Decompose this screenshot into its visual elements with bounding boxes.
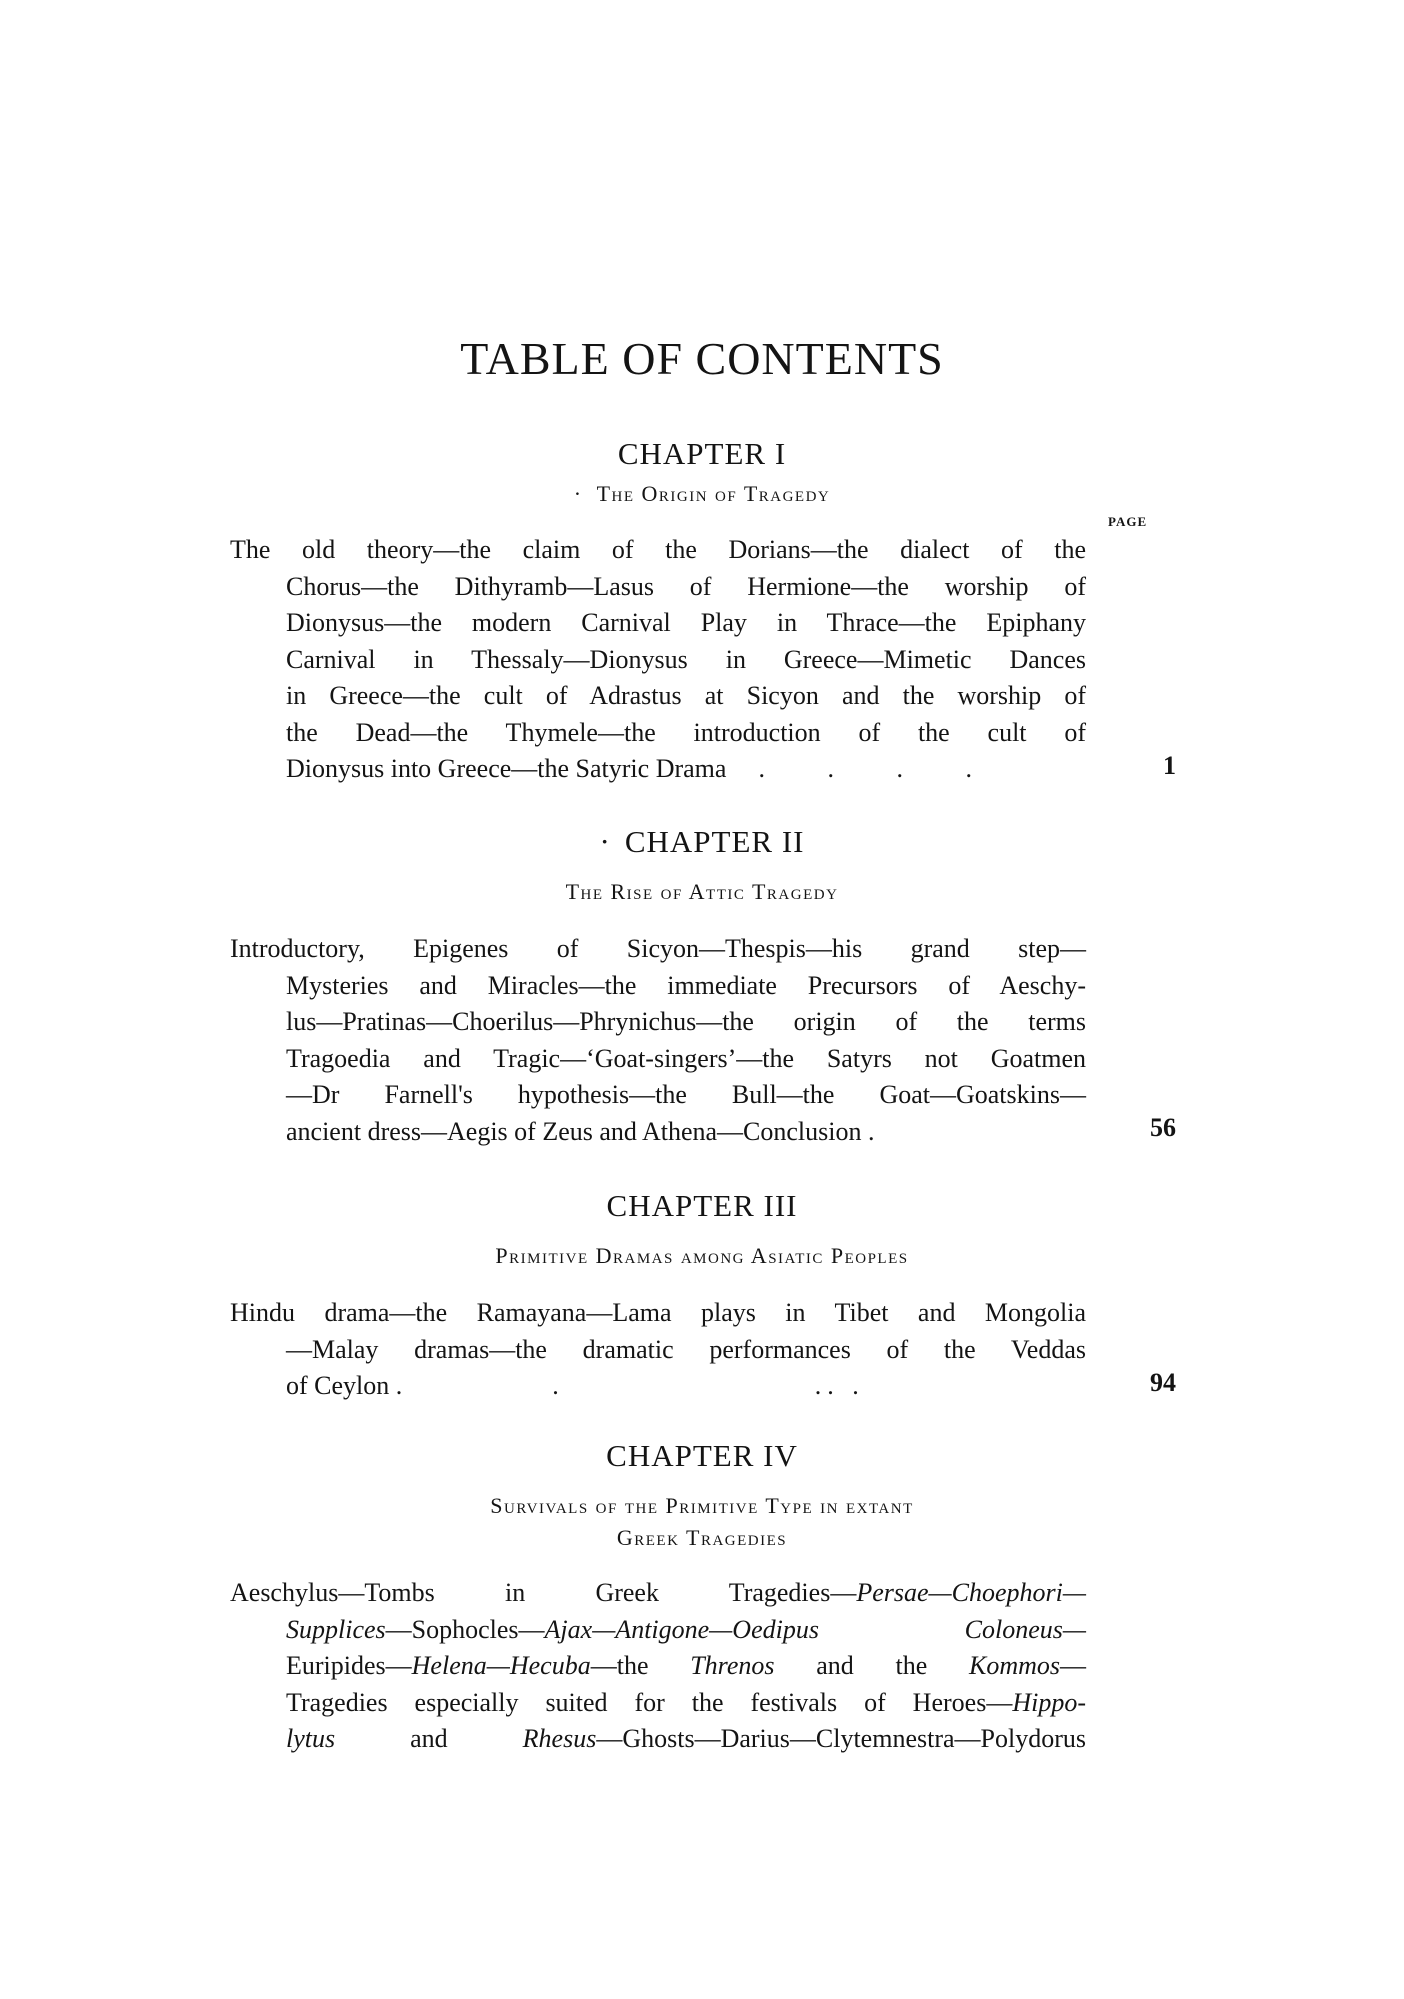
chapter-2-marker: ·	[599, 824, 611, 859]
summary-line: lus—Pratinas—Choerilus—Phrynichus—the origin of the terms	[286, 1007, 1086, 1036]
summary-line: the Dead—the Thymele—the introduction of the cult of	[286, 717, 1086, 747]
dot-leader: . . . .	[758, 754, 1000, 783]
work-title: Ajax—Antigone—Oedipus Coloneus—	[544, 1614, 1086, 1644]
summary-line: Carnival in Thessaly—Dionysus in Greece—Mimetic Dances	[286, 644, 1086, 674]
chapter-4-subtitle	[0, 1490, 1404, 1554]
summary-text: and the	[774, 1651, 969, 1680]
summary-line: Chorus—the Dithyramb—Lasus of Hermione—the worship of	[286, 571, 1086, 601]
summary-line	[230, 751, 1086, 788]
summary-line: Tragoedia and Tragic—‘Goat-singers’—the Satyrs not Goatmen	[286, 1043, 1086, 1073]
summary-line: in Greece—the cult of Adrastus at Sicyon and the worship of	[286, 681, 1086, 710]
page-title: TABLE OF CONTENTS	[460, 333, 944, 384]
chapter-3-summary	[230, 1295, 1086, 1405]
summary-line	[230, 1575, 1086, 1612]
summary-line	[230, 1685, 1086, 1722]
work-title: Threnos	[690, 1651, 775, 1680]
chapter-2-subtitle: The Rise of Attic Tragedy	[565, 879, 839, 904]
work-title: Hippo-	[1012, 1687, 1086, 1717]
summary-line: The old theory—the claim of the Dorians—the dialect of the	[230, 535, 1086, 564]
dot-leader: . .. .	[552, 1371, 865, 1400]
summary-text: —the	[590, 1651, 691, 1680]
summary-line: —Dr Farnell's hypothesis—the Bull—the Goat—Goatskins—	[286, 1080, 1086, 1109]
chapter-1-page-number: 1	[1163, 751, 1176, 780]
chapter-2-page-number: 56	[1150, 1113, 1176, 1142]
summary-line: Mysteries and Miracles—the immediate Precursors of Aeschy-	[286, 970, 1086, 1000]
summary-text: Euripides—	[286, 1651, 412, 1680]
chapter-1-subtitle	[0, 478, 1404, 510]
chapter-1-marker: ·	[573, 481, 583, 506]
summary-text: —Sophocles—	[385, 1614, 545, 1644]
chapter-3-page-number: 94	[1150, 1368, 1176, 1397]
chapter-1-subtitle-text: The Origin of Tragedy	[596, 481, 831, 506]
chapter-1-summary	[230, 532, 1086, 788]
chapter-2-title: CHAPTER II	[624, 824, 805, 859]
summary-text: Tragedies especially suited for the festivals of Heroes—	[286, 1687, 1013, 1717]
page-column-label: PAGE	[1108, 514, 1148, 529]
chapter-1-heading	[0, 436, 1404, 472]
summary-text: Aeschylus—Tombs in Greek Tragedies—	[230, 1578, 857, 1607]
work-title: Persae—Choephori—	[856, 1578, 1086, 1607]
chapter-3-heading: CHAPTER III	[606, 1188, 798, 1223]
work-title: Helena—Hecuba	[411, 1651, 591, 1680]
chapter-4-subtitle-line: Greek Tragedies	[616, 1525, 788, 1550]
work-title: lytus	[286, 1724, 336, 1753]
chapter-1-title: CHAPTER I	[617, 436, 787, 471]
summary-line-text: Dionysus into Greece—the Satyric Drama	[286, 754, 727, 783]
work-title: Kommos	[968, 1651, 1060, 1680]
summary-line	[230, 1721, 1086, 1758]
work-title: Rhesus	[522, 1724, 597, 1753]
summary-text: —	[1060, 1651, 1086, 1680]
summary-text: —Ghosts—Darius—Clytemnestra—Polydorus	[596, 1724, 1086, 1753]
summary-line: Introductory, Epigenes of Sicyon—Thespis—his grand step—	[230, 934, 1086, 963]
chapter-4-heading: CHAPTER IV	[606, 1438, 798, 1473]
summary-line-text: of Ceylon .	[286, 1371, 403, 1400]
summary-line: Dionysus—the modern Carnival Play in Thrace—the Epiphany	[286, 608, 1086, 637]
summary-line: —Malay dramas—the dramatic performances of the Veddas	[286, 1334, 1086, 1364]
chapter-2-heading	[0, 824, 1404, 860]
chapter-4-summary	[230, 1575, 1086, 1758]
chapter-4-subtitle-line: Survivals of the Primitive Type in extant	[490, 1493, 914, 1518]
chapter-2-summary	[230, 931, 1086, 1150]
work-title: Supplices	[286, 1614, 386, 1644]
summary-line	[230, 1648, 1086, 1685]
summary-line: Hindu drama—the Ramayana—Lama plays in Tibet and Mongolia	[230, 1298, 1086, 1327]
chapter-3-subtitle: Primitive Dramas among Asiatic Peoples	[495, 1243, 909, 1268]
summary-line: ancient dress—Aegis of Zeus and Athena—Conclusion .	[286, 1116, 875, 1146]
summary-text: and	[335, 1724, 523, 1753]
summary-line	[230, 1368, 1086, 1405]
summary-line	[230, 1612, 1086, 1649]
